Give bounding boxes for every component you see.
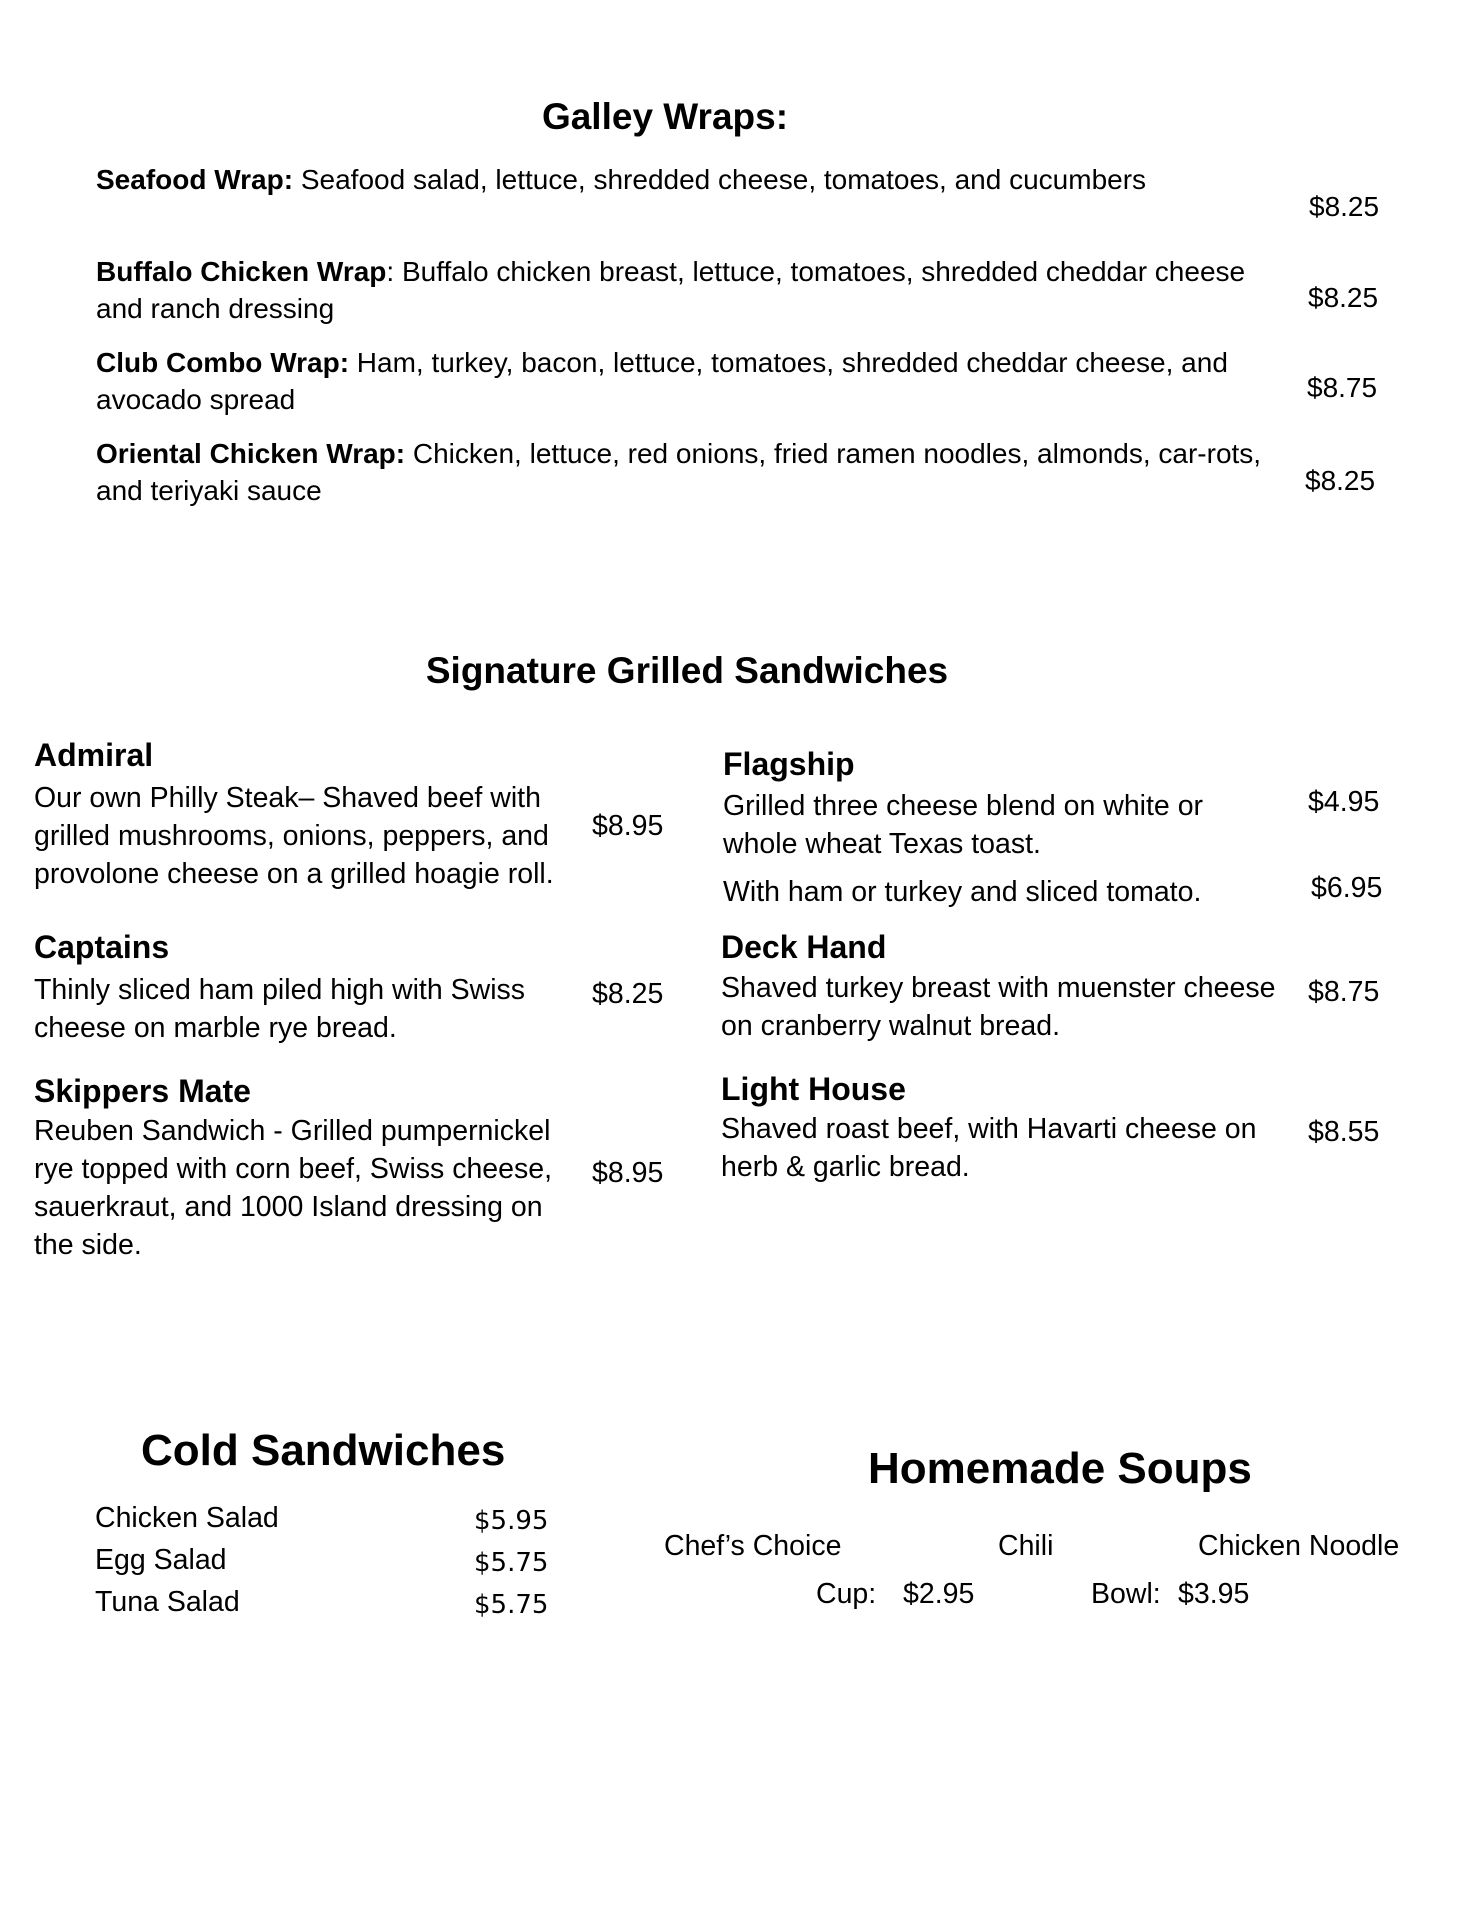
sandwich-name: Admiral [34, 737, 154, 773]
sandwich-desc: Reuben Sandwich - Grilled pumpernickel rye topped with corn beef, Swiss cheese, sauerkraut, and 1000 Island dressing on the side. [34, 1115, 553, 1261]
sandwich-name: Flagship [723, 746, 855, 782]
sandwich-name: Captains [34, 929, 170, 965]
wrap-name: Club Combo Wrap: [96, 347, 350, 378]
sandwich-price: $8.55 [1308, 1116, 1380, 1148]
bowl-price: $3.95 [1178, 1578, 1250, 1610]
soup-choice: Chili [998, 1530, 1054, 1562]
bowl-label: Bowl: [1091, 1578, 1161, 1610]
wrap-name: Seafood Wrap: [96, 164, 294, 195]
cup-label: Cup: [816, 1578, 877, 1610]
sandwich-price: $8.95 [592, 1157, 664, 1189]
wrap-price: $8.25 [1305, 465, 1376, 496]
cold-item-price: $5.95 [474, 1506, 549, 1536]
wrap-item-buffalo [96, 253, 1246, 327]
sandwich-price: $8.75 [1308, 976, 1380, 1008]
sandwich-price: $8.25 [592, 978, 664, 1010]
soups-title: Homemade Soups [868, 1444, 1252, 1493]
sandwich-extra: With ham or turkey and sliced tomato. [723, 876, 1202, 908]
sandwich-price: $4.95 [1308, 786, 1380, 818]
cold-item-name: Egg Salad [95, 1544, 227, 1576]
sandwich-extra-price: $6.95 [1311, 872, 1383, 904]
wrap-desc: Ham, turkey, bacon, lettuce, tomatoes, shredded cheddar cheese, and avocado spread [96, 347, 1228, 415]
grilled-title: Signature Grilled Sandwiches [425, 650, 949, 691]
wrap-name: Oriental Chicken Wrap: [96, 438, 406, 469]
sandwich-price: $8.95 [592, 810, 664, 842]
wrap-price: $8.75 [1307, 372, 1378, 403]
sandwich-desc: Shaved turkey breast with muenster cheese on cranberry walnut bread. [721, 972, 1276, 1042]
cold-item-name: Tuna Salad [95, 1586, 240, 1618]
sandwich-name: Deck Hand [721, 929, 887, 965]
cold-title: Cold Sandwiches [141, 1426, 506, 1475]
wrap-item-seafood [96, 161, 1286, 198]
wrap-item-club [96, 344, 1301, 418]
wrap-desc: Chicken, lettuce, red onions, fried ramen noodles, almonds, car-rots, and teriyaki sauce [96, 438, 1262, 506]
cold-item-price: $5.75 [474, 1590, 549, 1620]
wrap-desc: : Buffalo chicken breast, lettuce, tomatoes, shredded cheddar cheese and ranch dressing [96, 256, 1246, 324]
wrap-desc: Seafood salad, lettuce, shredded cheese, tomatoes, and cucumbers [293, 164, 1147, 195]
sandwich-desc: Shaved roast beef, with Havarti cheese on herb & garlic bread. [721, 1113, 1257, 1183]
cold-item-price: $5.75 [474, 1548, 549, 1578]
wrap-price: $8.25 [1308, 282, 1379, 313]
sandwich-desc: Thinly sliced ham piled high with Swiss cheese on marble rye bread. [34, 974, 526, 1044]
sandwich-name: Skippers Mate [34, 1073, 251, 1109]
wrap-item-oriental [96, 435, 1281, 509]
sandwich-desc: Our own Philly Steak– Shaved beef with grilled mushrooms, onions, peppers, and provolone cheese on a grilled hoagie roll. [34, 782, 554, 890]
cup-price: $2.95 [903, 1578, 975, 1610]
wraps-title: Galley Wraps: [541, 96, 789, 137]
sandwich-desc: Grilled three cheese blend on white or whole wheat Texas toast. [723, 790, 1204, 860]
cold-item-name: Chicken Salad [95, 1502, 279, 1534]
wrap-name: Buffalo Chicken Wrap [96, 256, 387, 287]
sandwich-name: Light House [721, 1071, 906, 1107]
soup-choice: Chicken Noodle [1198, 1530, 1400, 1562]
wrap-price: $8.25 [1309, 191, 1380, 222]
soup-choice: Chef’s Choice [664, 1530, 842, 1562]
